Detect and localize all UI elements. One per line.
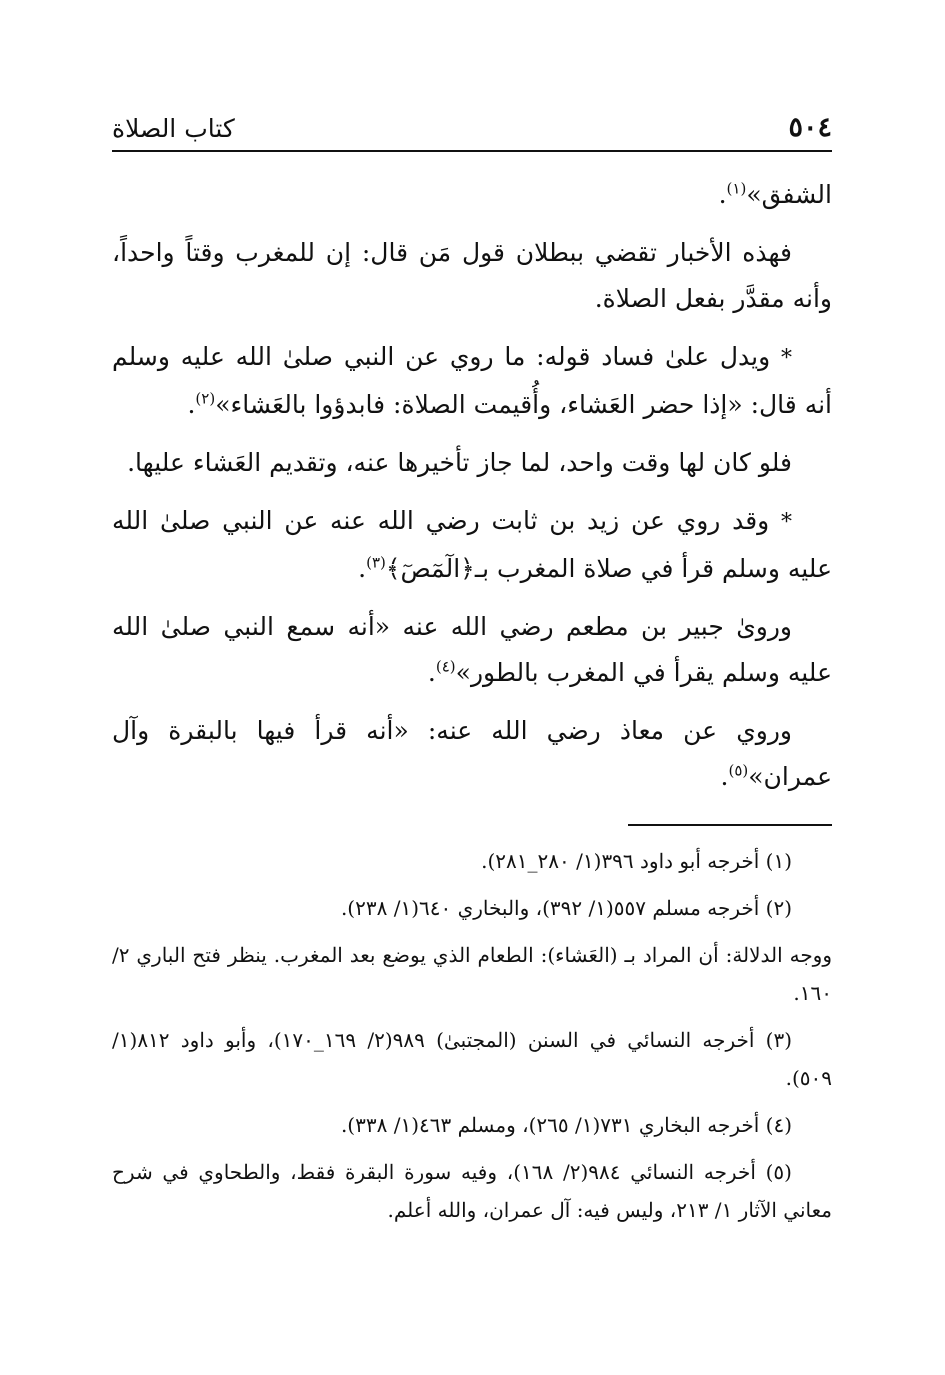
star-marker: *: [781, 346, 792, 371]
paragraph-6-tail: .: [427, 658, 436, 687]
paragraph-4-text: فلو كان لها وقت واحد، لما جاز تأخيرها عنه، وتقديم العَشاء عليها.: [127, 448, 792, 477]
footnote-ref-5: (٥): [728, 761, 749, 780]
paragraph-5: [112, 498, 832, 592]
page-header: [112, 108, 832, 152]
page-number: ٥٠٤: [788, 112, 832, 143]
footnote-separator: [628, 824, 832, 826]
footnote-3: (٣) أخرجه النسائي في السنن (المجتبىٰ) ٩٨٩(٢/ ١٦٩_١٧٠)، وأبو داود ٨١٢(١/ ٥٠٩).: [112, 1028, 832, 1090]
paragraph-7: [112, 708, 832, 800]
paragraph-7-tail: .: [720, 762, 729, 791]
footnote-2: (٢) أخرجه مسلم ٥٥٧(١/ ٣٩٢)، والبخاري ٦٤٠(١/ ٢٣٨).: [340, 896, 792, 920]
paragraph-3-tail: .: [187, 390, 196, 419]
paragraph-4: [112, 440, 832, 486]
paragraph-5-tail: .: [358, 554, 367, 583]
paragraph-7-text: وروي عن معاذ رضي الله عنه: «أنه قرأ فيها بالبقرة وآل عمران»: [112, 716, 832, 791]
paragraph-3: [112, 334, 832, 428]
star-marker: *: [781, 510, 792, 535]
paragraph-6-text: وروىٰ جبير بن مطعم رضي الله عنه «أنه سمع النبي صلىٰ الله عليه وسلم يقرأ في المغرب بالطور»: [112, 612, 832, 687]
footnotes: [112, 842, 832, 1229]
footnote-ref-4: (٤): [435, 657, 456, 676]
main-text: [112, 172, 832, 800]
paragraph-2: [112, 230, 832, 322]
footnote-ref-3: (٣): [366, 553, 386, 572]
paragraph-5-text: وقد روي عن زيد بن ثابت رضي الله عنه عن النبي صلىٰ الله عليه وسلم قرأ في صلاة المغرب بـ﴿الٓمٓصٓ﴾: [112, 506, 832, 583]
paragraph-1-text: الشفق»: [746, 180, 832, 209]
footnote-2-note: ووجه الدلالة: أن المراد بـ (العَشاء): الطعام الذي يوضع بعد المغرب. ينظر فتح الباري ٢/ ١٦٠.: [112, 943, 832, 1005]
paragraph-1-tail: .: [718, 180, 727, 209]
footnote-ref-1: (١): [726, 179, 747, 198]
paragraph-1: [112, 172, 832, 218]
footnote-ref-2: (٢): [195, 389, 216, 408]
header-rule: [112, 150, 832, 152]
paragraph-2-text: فهذه الأخبار تقضي ببطلان قول مَن قال: إن للمغرب وقتاً واحداً، وأنه مقدَّر بفعل الصلاة.: [112, 238, 832, 313]
running-title: كتاب الصلاة: [112, 114, 235, 143]
footnote-4: (٤) أخرجه البخاري ٧٣١(١/ ٢٦٥)، ومسلم ٤٦٣(١/ ٣٣٨).: [340, 1113, 792, 1137]
paragraph-6: [112, 604, 832, 696]
paragraph-3-text: ويدل علىٰ فساد قوله: ما روي عن النبي صلىٰ الله عليه وسلم أنه قال: «إذا حضر العَشاء، وأُقيمت الصلاة: فابدؤوا بالعَشاء»: [112, 342, 832, 419]
footnote-1: (١) أخرجه أبو داود ٣٩٦(١/ ٢٨٠_٢٨١).: [481, 849, 792, 873]
footnote-5: (٥) أخرجه النسائي ٩٨٤(٢/ ١٦٨)، وفيه سورة البقرة فقط، والطحاوي في شرح معاني الآثار ١/ ٢١٣، وليس فيه: آل عمران، والله أعلم.: [112, 1160, 832, 1222]
